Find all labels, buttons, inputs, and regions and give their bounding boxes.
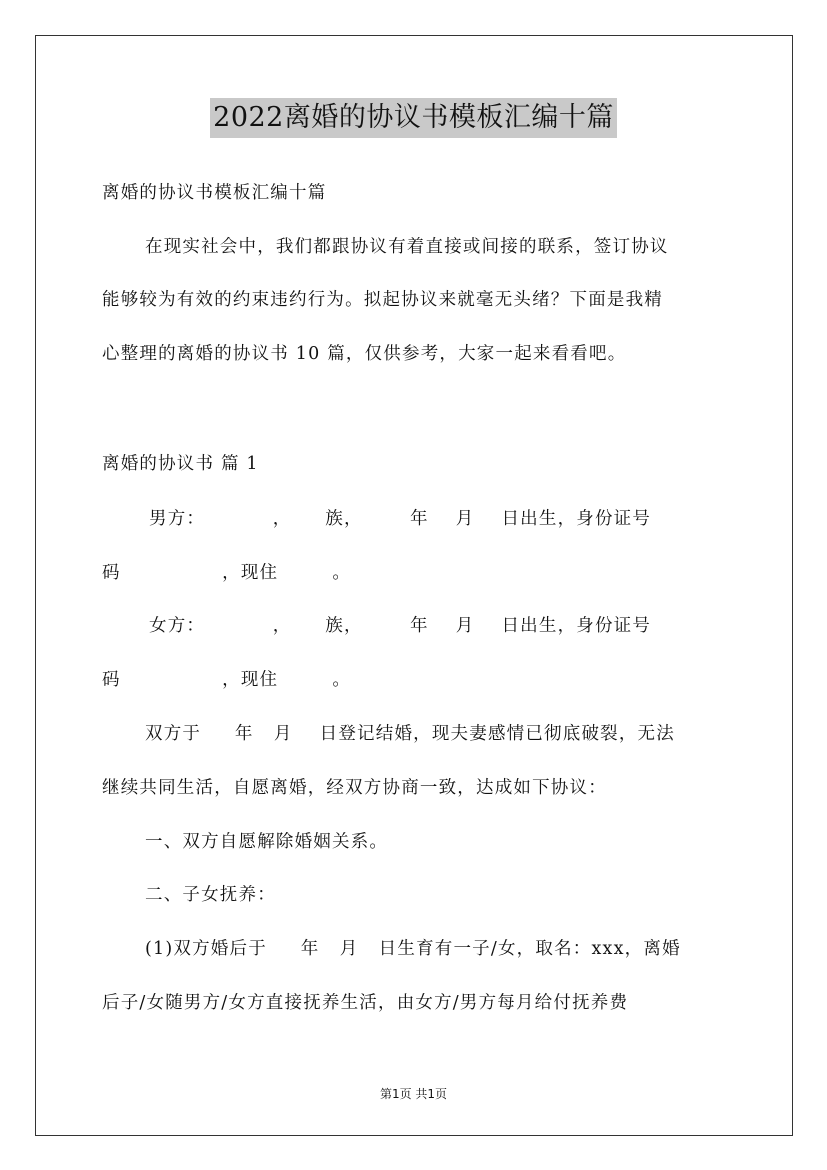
male-party-line-2: 码 ，现住 。: [102, 563, 352, 583]
marriage-line-2: 继续共同生活，自愿离婚，经双方协商一致，达成如下协议：: [102, 778, 607, 798]
male-party-line-1: 男方： ， 族， 年 月 日出生，身份证号: [149, 509, 652, 529]
marriage-line-1: 双方于 年 月 日登记结婚，现夫妻感情已彻底破裂，无法: [145, 724, 675, 744]
clause-2: 二、子女抚养：: [145, 885, 276, 905]
female-party-line-2: 码 ，现住 。: [102, 670, 352, 690]
section-heading: 离婚的协议书 篇 1: [102, 454, 259, 474]
clause-2-1-line-1: (1)双方婚后于 年 月 日生育有一子/女，取名：xxx，离婚: [145, 939, 681, 959]
document-title: 2022离婚的协议书模板汇编十篇: [210, 98, 617, 138]
document-subtitle: 离婚的协议书模板汇编十篇: [102, 183, 327, 203]
intro-line-2: 能够较为有效的约束违约行为。拟起协议来就毫无头绪？下面是我精: [102, 290, 663, 310]
page-footer: 第1页 共1页: [379, 1087, 448, 1101]
intro-line-3: 心整理的离婚的协议书 10 篇，仅供参考，大家一起来看看吧。: [102, 344, 627, 364]
clause-1: 一、双方自愿解除婚姻关系。: [145, 832, 389, 852]
female-party-line-1: 女方： ， 族， 年 月 日出生，身份证号: [149, 616, 652, 636]
title-container: [0, 98, 827, 138]
clause-2-1-line-2: 后子/女随男方/女方直接抚养生活，由女方/男方每月给付抚养费: [102, 993, 629, 1013]
intro-line-1: 在现实社会中，我们都跟协议有着直接或间接的联系，签订协议: [145, 237, 669, 257]
